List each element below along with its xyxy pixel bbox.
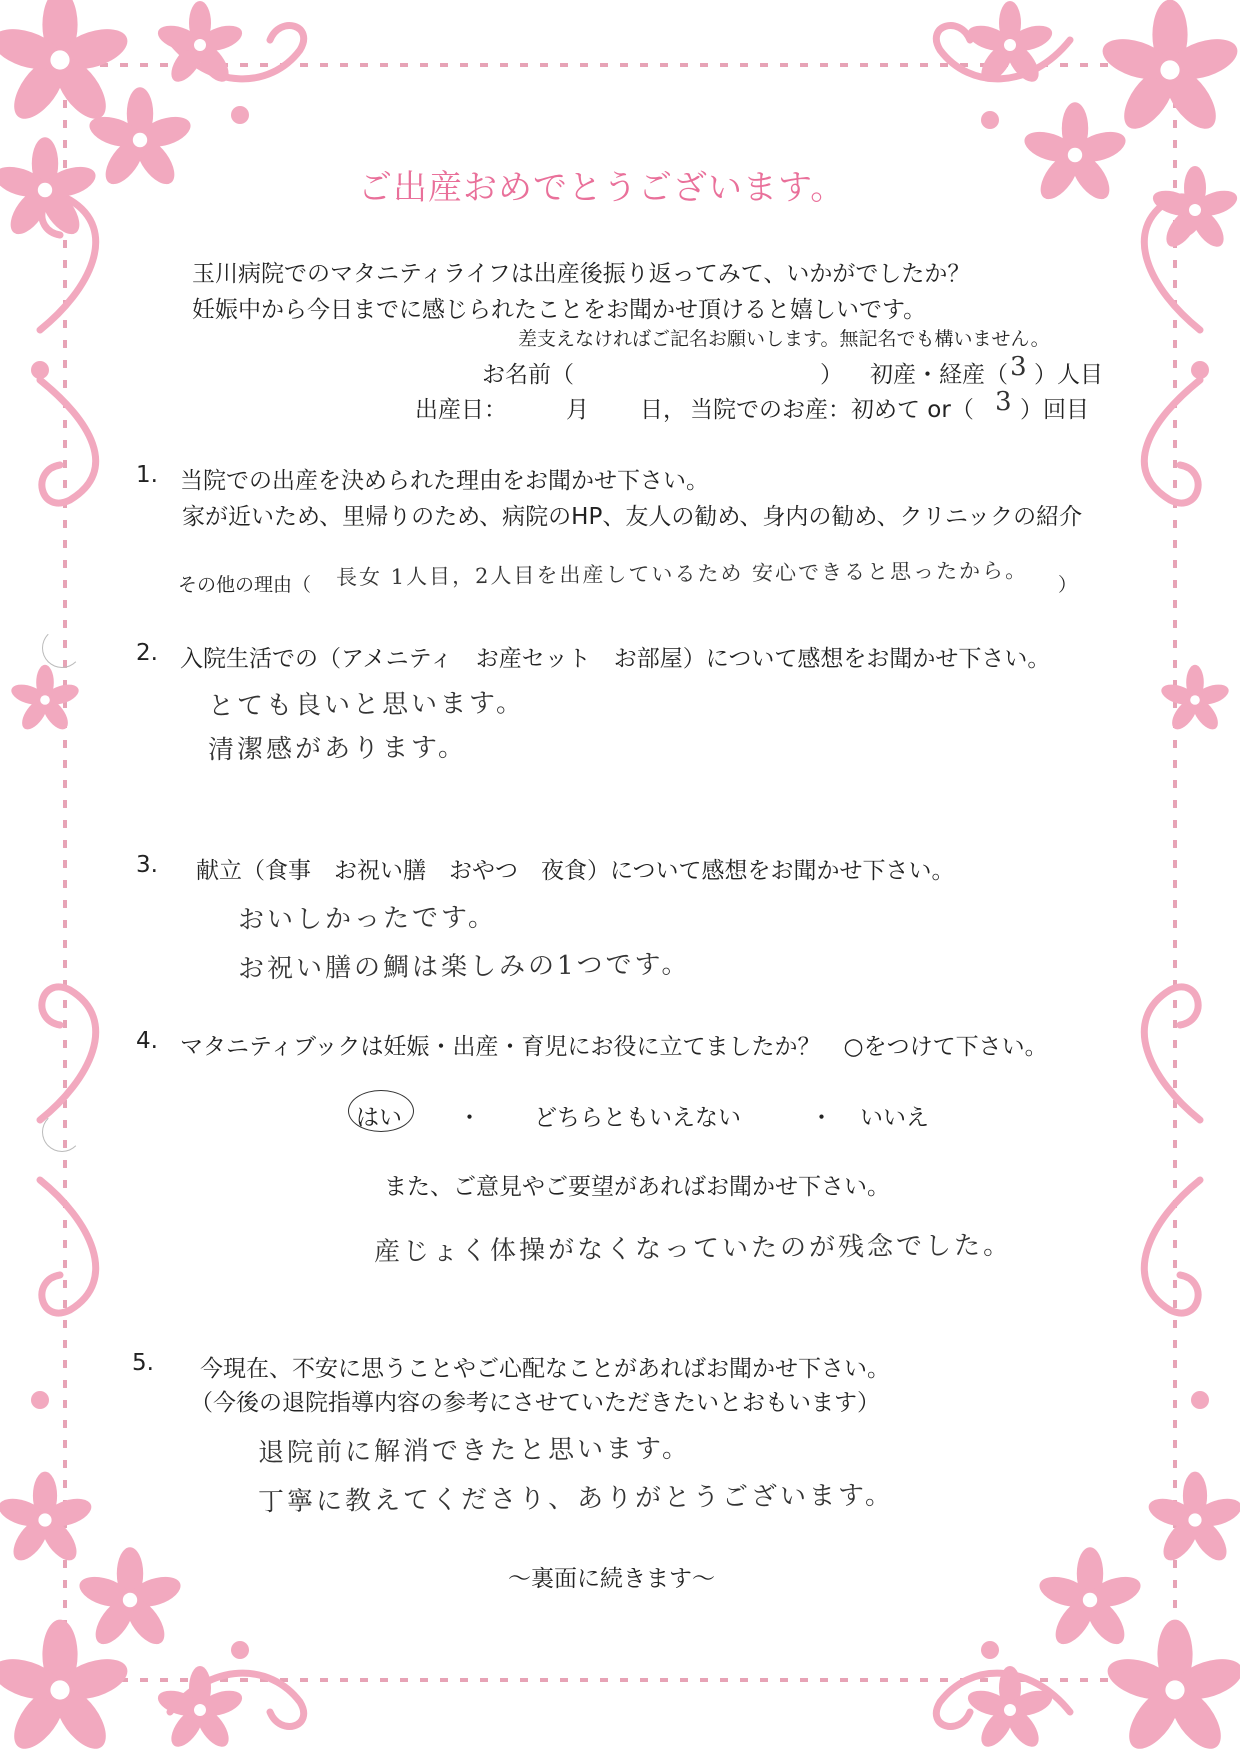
q4-number: 4. [136, 1028, 158, 1054]
q1-other-answer: 長女 1人目，2人目を出産しているため 安心できると思ったから。 [335, 558, 1029, 590]
q3-answer-2: お祝い膳の鯛は楽しみの1つです。 [237, 949, 691, 985]
birth-count-value: 3 [994, 386, 1015, 418]
q4-option-neutral: どちらともいえない [534, 1105, 741, 1131]
q2-number: 2. [136, 640, 158, 666]
birth-day-label: 日， [640, 397, 686, 423]
name-label: お名前（ [482, 362, 574, 388]
parity-label: 初産・経産（ [870, 362, 1008, 388]
intro-line-1: 玉川病院でのマタニティライフは出産後振り返ってみて、いかがでしたか？ [192, 261, 971, 287]
q1-number: 1. [136, 462, 158, 488]
continued-on-back: ～裏面に続きます～ [508, 1566, 715, 1592]
page-title: ご出産おめでとうございます。 [358, 168, 846, 208]
q2-answer-1: とても良いと思います。 [207, 688, 526, 722]
q1-options: 家が近いため、里帰りのため、病院のHP、友人の勧め、身内の勧め、クリニックの紹介 [182, 504, 1083, 530]
birth-count-suffix: ）回目 [1020, 397, 1089, 423]
punch-hole [42, 628, 82, 668]
q1-other-close: ） [1058, 574, 1078, 596]
q5-answer-2: 丁寧に教えてくださり、ありがとうございます。 [257, 1480, 895, 1518]
q4-question: マタニティブックは妊娠・出産・育児にお役に立てましたか？ ○をつけて下さい。 [180, 1034, 1048, 1060]
punch-hole [42, 1112, 82, 1152]
q3-answer-1: おいしかったです。 [237, 902, 498, 936]
q2-question: 入院生活での（アメニティ お産セット お部屋）について感想をお聞かせ下さい。 [180, 646, 1051, 672]
q4-option-no: いいえ [860, 1105, 929, 1131]
q4-request-prompt: また、ご意見やご要望があればお聞かせ下さい。 [384, 1174, 890, 1200]
birth-count-label: 当院でのお産：初めて or（ [690, 397, 974, 423]
q4-option-yes: はい [356, 1105, 402, 1131]
q5-answer-1: 退院前に解消できたと思います。 [257, 1433, 692, 1469]
intro-line-2: 妊娠中から今日までに感じられたことをお聞かせ頂けると嬉しいです。 [192, 297, 927, 323]
q4-separator-1: ・ [458, 1105, 481, 1131]
q5-note: （今後の退院指導内容の参考にさせていただきたいとおもいます） [190, 1390, 880, 1416]
name-close: ） [820, 362, 843, 388]
q3-number: 3. [136, 852, 158, 878]
q5-number: 5. [132, 1350, 154, 1376]
birth-month-label: 月 [566, 397, 589, 423]
q3-question: 献立（食事 お祝い膳 おやつ 夜食）について感想をお聞かせ下さい。 [196, 858, 955, 884]
q1-question: 当院での出産を決められた理由をお聞かせ下さい。 [180, 468, 709, 494]
intro-line-3: 差支えなければご記名お願いします。無記名でも構いません。 [518, 328, 1050, 350]
q1-other-label: その他の理由（ [178, 574, 312, 596]
q2-answer-2: 清潔感があります。 [207, 732, 468, 766]
selected-answer-circle [348, 1090, 414, 1132]
parity-value: 3 [1009, 351, 1030, 383]
parity-suffix: ）人目 [1034, 362, 1103, 388]
birth-date-label: 出産日： [415, 397, 507, 423]
q4-separator-2: ・ [810, 1105, 833, 1131]
q5-question: 今現在、不安に思うことやご心配なことがあればお聞かせ下さい。 [200, 1356, 890, 1382]
q4-request-answer: 産じょく体操がなくなっていたのが残念でした。 [373, 1230, 1013, 1268]
